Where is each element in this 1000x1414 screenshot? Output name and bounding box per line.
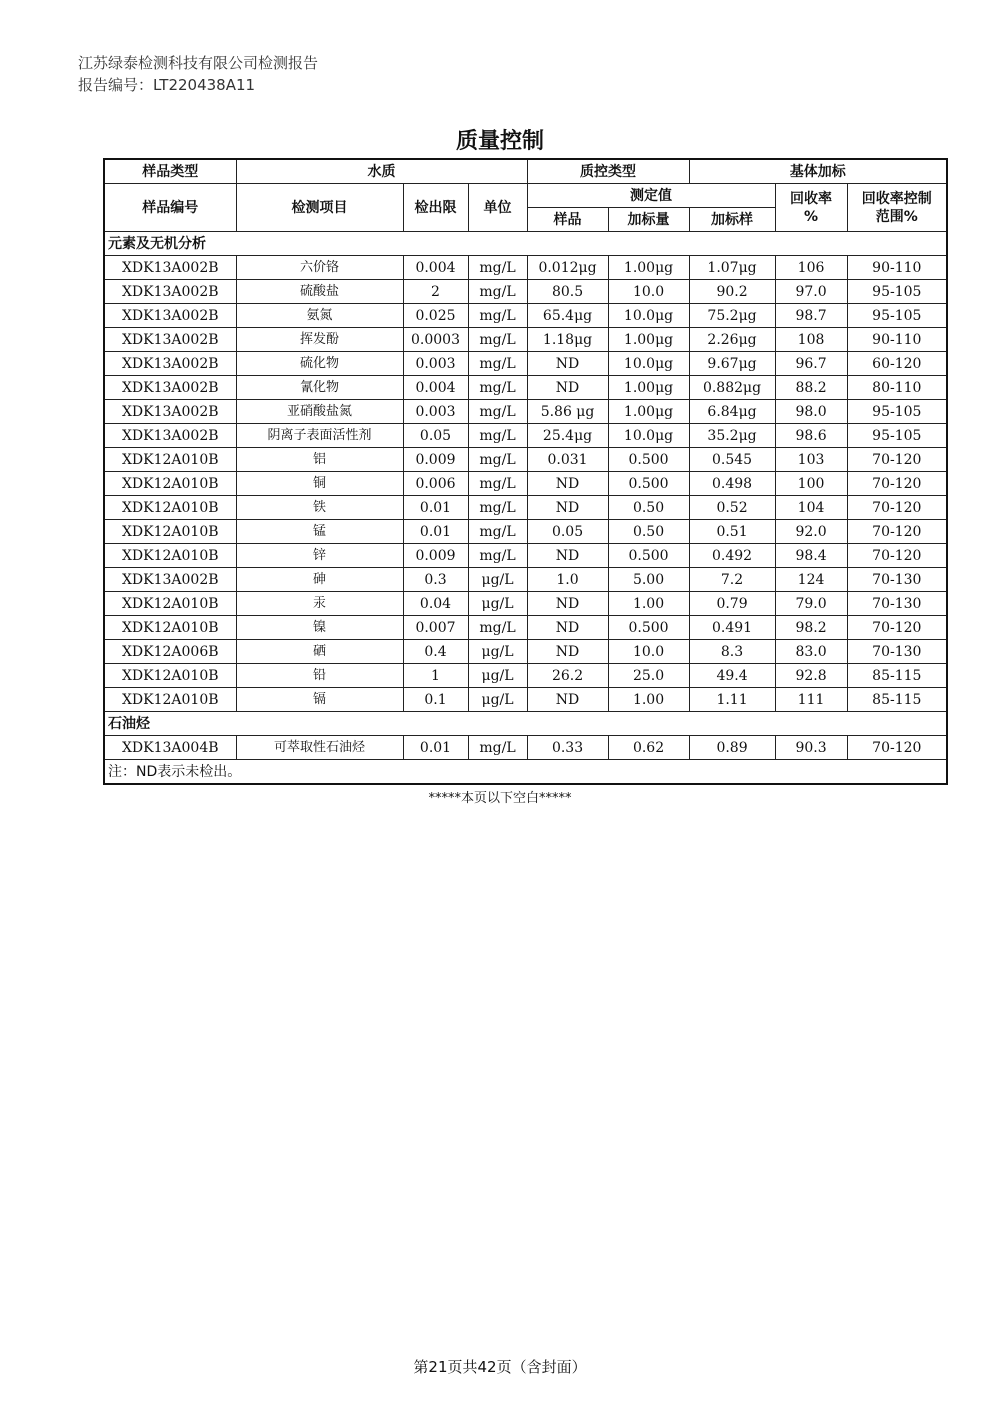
- cell-recovery: 98.6: [775, 424, 847, 448]
- cell-range: 95-105: [847, 424, 947, 448]
- cell-recovery: 92.8: [775, 664, 847, 688]
- cell-spiked-value: 49.4: [689, 664, 775, 688]
- cell-unit: μg/L: [468, 688, 527, 712]
- cell-range: 90-110: [847, 256, 947, 280]
- col-spiked-sample: 加标样: [689, 208, 775, 232]
- cell-unit: mg/L: [468, 256, 527, 280]
- cell-range: 95-105: [847, 400, 947, 424]
- cell-item: 硒: [236, 640, 403, 664]
- cell-unit: μg/L: [468, 592, 527, 616]
- cell-sample-value: ND: [527, 472, 608, 496]
- cell-spiked-value: 7.2: [689, 568, 775, 592]
- cell-unit: μg/L: [468, 640, 527, 664]
- cell-limit: 0.009: [403, 448, 468, 472]
- cell-limit: 0.003: [403, 400, 468, 424]
- cell-spiked-value: 90.2: [689, 280, 775, 304]
- cell-spike-amount: 1.00: [608, 592, 689, 616]
- table-row: [104, 616, 947, 640]
- cell-sample-no: XDK13A002B: [104, 304, 236, 328]
- cell-limit: 0.009: [403, 544, 468, 568]
- col-measured: 测定值: [527, 184, 775, 208]
- blank-below-note: *****本页以下空白*****: [428, 791, 572, 806]
- table-row: [104, 640, 947, 664]
- cell-sample-no: XDK12A010B: [104, 496, 236, 520]
- cell-spike-amount: 10.0: [608, 640, 689, 664]
- section-title: 石油烃: [104, 712, 947, 736]
- cell-recovery: 98.0: [775, 400, 847, 424]
- cell-sample-value: ND: [527, 376, 608, 400]
- cell-spike-amount: 0.50: [608, 520, 689, 544]
- cell-spike-amount: 0.500: [608, 448, 689, 472]
- cell-item: 硫酸盐: [236, 280, 403, 304]
- cell-sample-no: XDK13A002B: [104, 424, 236, 448]
- col-unit: 单位: [468, 184, 527, 232]
- cell-recovery: 96.7: [775, 352, 847, 376]
- qc-type-label: 质控类型: [527, 159, 689, 184]
- cell-unit: mg/L: [468, 400, 527, 424]
- cell-spike-amount: 10.0μg: [608, 424, 689, 448]
- cell-limit: 0.01: [403, 520, 468, 544]
- table-note: 注：ND表示未检出。: [104, 760, 947, 785]
- table-row: [104, 544, 947, 568]
- cell-spiked-value: 0.492: [689, 544, 775, 568]
- cell-range: 70-120: [847, 472, 947, 496]
- company-header: 江苏绿泰检测科技有限公司检测报告: [78, 54, 319, 72]
- cell-sample-no: XDK13A002B: [104, 376, 236, 400]
- cell-item: 铜: [236, 472, 403, 496]
- cell-range: 70-130: [847, 568, 947, 592]
- qc-type-value: 基体加标: [689, 159, 947, 184]
- cell-unit: mg/L: [468, 376, 527, 400]
- table-row: [104, 424, 947, 448]
- cell-unit: mg/L: [468, 304, 527, 328]
- qc-table: [103, 158, 948, 785]
- cell-spike-amount: 1.00: [608, 688, 689, 712]
- cell-limit: 0.0003: [403, 328, 468, 352]
- cell-sample-value: ND: [527, 352, 608, 376]
- table-row: [104, 472, 947, 496]
- table-row: [104, 448, 947, 472]
- header-row-2: [104, 184, 947, 208]
- cell-sample-value: ND: [527, 640, 608, 664]
- cell-sample-no: XDK13A002B: [104, 328, 236, 352]
- cell-unit: mg/L: [468, 520, 527, 544]
- cell-spike-amount: 0.500: [608, 544, 689, 568]
- cell-recovery: 83.0: [775, 640, 847, 664]
- cell-spike-amount: 5.00: [608, 568, 689, 592]
- cell-unit: mg/L: [468, 544, 527, 568]
- cell-limit: 0.01: [403, 736, 468, 760]
- page-footer: 第21页共42页（含封面）: [413, 1358, 587, 1376]
- cell-limit: 0.04: [403, 592, 468, 616]
- cell-range: 70-120: [847, 448, 947, 472]
- cell-spiked-value: 1.11: [689, 688, 775, 712]
- table-row: [104, 400, 947, 424]
- cell-spiked-value: 2.26μg: [689, 328, 775, 352]
- cell-recovery: 108: [775, 328, 847, 352]
- cell-spike-amount: 1.00μg: [608, 256, 689, 280]
- page-title: 质量控制: [455, 129, 544, 154]
- cell-spiked-value: 0.79: [689, 592, 775, 616]
- cell-item: 亚硝酸盐氮: [236, 400, 403, 424]
- cell-sample-value: 0.33: [527, 736, 608, 760]
- cell-sample-no: XDK13A002B: [104, 400, 236, 424]
- cell-unit: mg/L: [468, 352, 527, 376]
- col-range-unit: 范围%: [875, 208, 918, 225]
- cell-recovery: 98.7: [775, 304, 847, 328]
- sample-type-value: 水质: [236, 159, 527, 184]
- cell-recovery: 106: [775, 256, 847, 280]
- cell-recovery: 88.2: [775, 376, 847, 400]
- cell-range: 70-130: [847, 592, 947, 616]
- cell-sample-value: 25.4μg: [527, 424, 608, 448]
- cell-unit: mg/L: [468, 496, 527, 520]
- cell-spiked-value: 8.3: [689, 640, 775, 664]
- cell-item: 锰: [236, 520, 403, 544]
- col-sample-no: 样品编号: [104, 184, 236, 232]
- cell-range: 70-120: [847, 520, 947, 544]
- table-row: [104, 280, 947, 304]
- report-number: 报告编号：LT220438A11: [78, 76, 256, 94]
- cell-limit: 0.003: [403, 352, 468, 376]
- cell-unit: mg/L: [468, 472, 527, 496]
- cell-spiked-value: 35.2μg: [689, 424, 775, 448]
- cell-item: 铁: [236, 496, 403, 520]
- table-row: [104, 304, 947, 328]
- section-row: [104, 712, 947, 736]
- cell-item: 六价铬: [236, 256, 403, 280]
- cell-spiked-value: 9.67μg: [689, 352, 775, 376]
- cell-spike-amount: 0.50: [608, 496, 689, 520]
- cell-recovery: 104: [775, 496, 847, 520]
- cell-sample-no: XDK13A002B: [104, 256, 236, 280]
- cell-range: 70-120: [847, 616, 947, 640]
- cell-item: 可萃取性石油烃: [236, 736, 403, 760]
- cell-item: 汞: [236, 592, 403, 616]
- cell-item: 铅: [236, 664, 403, 688]
- cell-recovery: 98.4: [775, 544, 847, 568]
- cell-item: 阴离子表面活性剂: [236, 424, 403, 448]
- cell-limit: 0.1: [403, 688, 468, 712]
- cell-unit: mg/L: [468, 616, 527, 640]
- cell-spiked-value: 6.84μg: [689, 400, 775, 424]
- sample-type-label: 样品类型: [104, 159, 236, 184]
- cell-limit: 0.3: [403, 568, 468, 592]
- cell-spike-amount: 10.0μg: [608, 304, 689, 328]
- cell-sample-value: 1.0: [527, 568, 608, 592]
- cell-spike-amount: 25.0: [608, 664, 689, 688]
- cell-sample-value: 65.4μg: [527, 304, 608, 328]
- header-row-1: [104, 159, 947, 184]
- section-title: 元素及无机分析: [104, 232, 947, 256]
- cell-sample-no: XDK12A010B: [104, 616, 236, 640]
- col-range: [847, 184, 947, 232]
- cell-recovery: 79.0: [775, 592, 847, 616]
- cell-sample-no: XDK12A010B: [104, 520, 236, 544]
- cell-limit: 0.05: [403, 424, 468, 448]
- cell-range: 85-115: [847, 664, 947, 688]
- cell-recovery: 103: [775, 448, 847, 472]
- cell-sample-value: 26.2: [527, 664, 608, 688]
- cell-sample-value: ND: [527, 496, 608, 520]
- cell-spiked-value: 0.52: [689, 496, 775, 520]
- cell-recovery: 111: [775, 688, 847, 712]
- table-row: [104, 736, 947, 760]
- cell-limit: 0.004: [403, 376, 468, 400]
- cell-limit: 0.004: [403, 256, 468, 280]
- cell-unit: mg/L: [468, 280, 527, 304]
- cell-item: 氰化物: [236, 376, 403, 400]
- table-row: [104, 688, 947, 712]
- cell-sample-value: 0.031: [527, 448, 608, 472]
- section-row: [104, 232, 947, 256]
- col-recovery-unit: %: [804, 208, 819, 225]
- cell-spike-amount: 0.500: [608, 616, 689, 640]
- cell-range: 80-110: [847, 376, 947, 400]
- cell-item: 锌: [236, 544, 403, 568]
- cell-range: 95-105: [847, 304, 947, 328]
- cell-item: 镍: [236, 616, 403, 640]
- cell-spiked-value: 0.498: [689, 472, 775, 496]
- cell-limit: 0.025: [403, 304, 468, 328]
- table-row: [104, 256, 947, 280]
- cell-recovery: 100: [775, 472, 847, 496]
- cell-limit: 0.4: [403, 640, 468, 664]
- cell-unit: mg/L: [468, 424, 527, 448]
- col-limit: 检出限: [403, 184, 468, 232]
- cell-unit: mg/L: [468, 448, 527, 472]
- cell-limit: 0.007: [403, 616, 468, 640]
- cell-range: 70-130: [847, 640, 947, 664]
- cell-sample-no: XDK13A004B: [104, 736, 236, 760]
- table-row: [104, 328, 947, 352]
- col-recovery: [775, 184, 847, 232]
- cell-spike-amount: 10.0: [608, 280, 689, 304]
- table-row: [104, 520, 947, 544]
- cell-limit: 1: [403, 664, 468, 688]
- cell-sample-value: ND: [527, 616, 608, 640]
- cell-spiked-value: 0.51: [689, 520, 775, 544]
- cell-range: 90-110: [847, 328, 947, 352]
- cell-recovery: 98.2: [775, 616, 847, 640]
- cell-spiked-value: 0.491: [689, 616, 775, 640]
- cell-sample-value: ND: [527, 544, 608, 568]
- cell-item: 砷: [236, 568, 403, 592]
- cell-sample-no: XDK12A010B: [104, 664, 236, 688]
- note-row: [104, 760, 947, 785]
- cell-spiked-value: 0.89: [689, 736, 775, 760]
- cell-unit: μg/L: [468, 664, 527, 688]
- cell-recovery: 97.0: [775, 280, 847, 304]
- cell-limit: 2: [403, 280, 468, 304]
- cell-item: 挥发酚: [236, 328, 403, 352]
- cell-recovery: 90.3: [775, 736, 847, 760]
- col-recovery-label: 回收率: [790, 190, 833, 207]
- cell-unit: mg/L: [468, 736, 527, 760]
- cell-spike-amount: 10.0μg: [608, 352, 689, 376]
- table-row: [104, 664, 947, 688]
- cell-limit: 0.01: [403, 496, 468, 520]
- cell-item: 硫化物: [236, 352, 403, 376]
- cell-unit: mg/L: [468, 328, 527, 352]
- cell-spike-amount: 1.00μg: [608, 376, 689, 400]
- table-row: [104, 592, 947, 616]
- cell-recovery: 124: [775, 568, 847, 592]
- cell-sample-value: ND: [527, 688, 608, 712]
- cell-sample-no: XDK12A010B: [104, 688, 236, 712]
- cell-spike-amount: 0.62: [608, 736, 689, 760]
- cell-range: 70-120: [847, 544, 947, 568]
- col-spike-amount: 加标量: [608, 208, 689, 232]
- cell-range: 85-115: [847, 688, 947, 712]
- cell-spiked-value: 1.07μg: [689, 256, 775, 280]
- cell-spike-amount: 0.500: [608, 472, 689, 496]
- col-sample: 样品: [527, 208, 608, 232]
- table-row: [104, 376, 947, 400]
- cell-sample-value: ND: [527, 592, 608, 616]
- table-row: [104, 352, 947, 376]
- cell-limit: 0.006: [403, 472, 468, 496]
- cell-sample-no: XDK13A002B: [104, 352, 236, 376]
- cell-spike-amount: 1.00μg: [608, 328, 689, 352]
- cell-recovery: 92.0: [775, 520, 847, 544]
- cell-sample-no: XDK12A010B: [104, 592, 236, 616]
- cell-range: 70-120: [847, 736, 947, 760]
- table-row: [104, 496, 947, 520]
- cell-spike-amount: 1.00μg: [608, 400, 689, 424]
- cell-unit: μg/L: [468, 568, 527, 592]
- cell-item: 镉: [236, 688, 403, 712]
- cell-sample-no: XDK13A002B: [104, 280, 236, 304]
- cell-spiked-value: 75.2μg: [689, 304, 775, 328]
- cell-sample-value: 1.18μg: [527, 328, 608, 352]
- cell-item: 氨氮: [236, 304, 403, 328]
- cell-range: 70-120: [847, 496, 947, 520]
- table-row: [104, 568, 947, 592]
- cell-sample-value: 5.86 μg: [527, 400, 608, 424]
- cell-spiked-value: 0.545: [689, 448, 775, 472]
- col-item: 检测项目: [236, 184, 403, 232]
- cell-item: 铝: [236, 448, 403, 472]
- cell-spiked-value: 0.882μg: [689, 376, 775, 400]
- cell-range: 60-120: [847, 352, 947, 376]
- cell-sample-no: XDK12A010B: [104, 544, 236, 568]
- cell-sample-no: XDK12A006B: [104, 640, 236, 664]
- cell-sample-value: 0.012μg: [527, 256, 608, 280]
- cell-sample-no: XDK12A010B: [104, 472, 236, 496]
- cell-range: 95-105: [847, 280, 947, 304]
- cell-sample-no: XDK13A002B: [104, 568, 236, 592]
- cell-sample-no: XDK12A010B: [104, 448, 236, 472]
- col-range-label: 回收率控制: [861, 190, 932, 207]
- cell-sample-value: 80.5: [527, 280, 608, 304]
- cell-sample-value: 0.05: [527, 520, 608, 544]
